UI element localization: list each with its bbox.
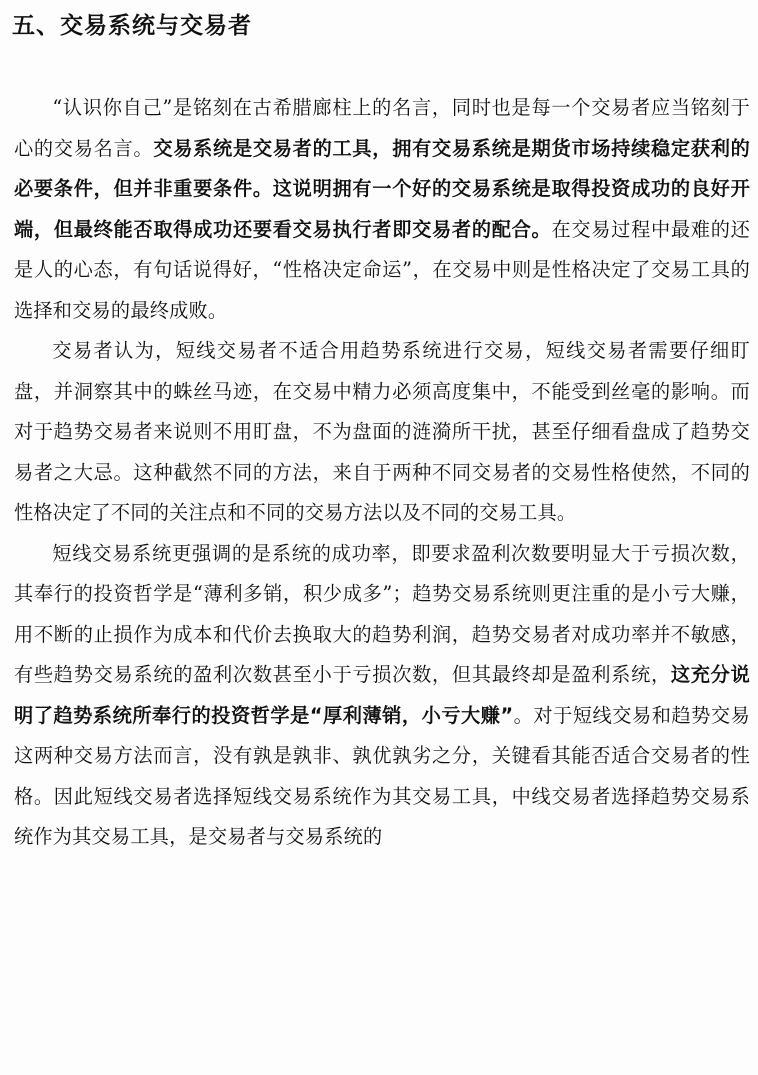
body-text	[14, 88, 750, 858]
bold-text-run: 交易系统是交易者的工具，拥有交易系统是期货市场持续稳定获利的必要条件，但并非重要条件。这说明拥有一个好的交易系统是取得投资成功的良好开端，但最终能否取得成功还要看交易执行者即交易者的配合。	[14, 136, 750, 241]
paragraph-3	[14, 534, 750, 858]
paragraph-1	[14, 88, 750, 331]
paragraph-2	[14, 331, 750, 534]
section-heading: 五、交易系统与交易者	[12, 13, 252, 39]
text-run: 短线交易系统更强调的是系统的成功率，即要求盈利次数要明显大于亏损次数，其奉行的投资哲学是“薄利多销，积少成多”；趋势交易系统则更注重的是小亏大赚，用不断的止损作为成本和代价去换取大的趋势利润，趋势交易者对成功率并不敏感，有些趋势交易系统的盈利次数甚至小于亏损次数，但其最终却是盈利系统，	[14, 541, 750, 686]
text-run: 。对于短线交易和趋势交易这两种交易方法而言，没有孰是孰非、孰优孰劣之分，关键看其能否适合交易者的性格。因此短线交易者选择短线交易系统作为其交易工具，中线交易者选择趋势交易系统作为其交易工具，是交易者与交易系统的	[14, 703, 751, 848]
text-run: 在交易过程中最难的还是人的心态，有句话说得好，“性格决定命运”，在交易中则是性格决定了交易工具的选择和交易的最终成败。	[14, 217, 750, 322]
text-run: “认识你自己”是铭刻在古希腊廊柱上的名言，同时也是每一个交易者应当铭刻于心的交易名言。	[14, 96, 750, 160]
bold-text-run: 这充分说明了趋势系统所奉行的投资哲学是“厚利薄销，小亏大赚”	[14, 663, 750, 727]
text-run: 交易者认为，短线交易者不适合用趋势系统进行交易，短线交易者需要仔细盯盘，并洞察其中的蛛丝马迹，在交易中精力必须高度集中，不能受到丝毫的影响。而对于趋势交易者来说则不用盯盘，不为盘面的涟漪所干扰，甚至仔细看盘成了趋势交易者之大忌。这种截然不同的方法，来自于两种不同交易者的交易性格使然，不同的性格决定了不同的关注点和不同的交易方法以及不同的交易工具。	[14, 339, 750, 524]
